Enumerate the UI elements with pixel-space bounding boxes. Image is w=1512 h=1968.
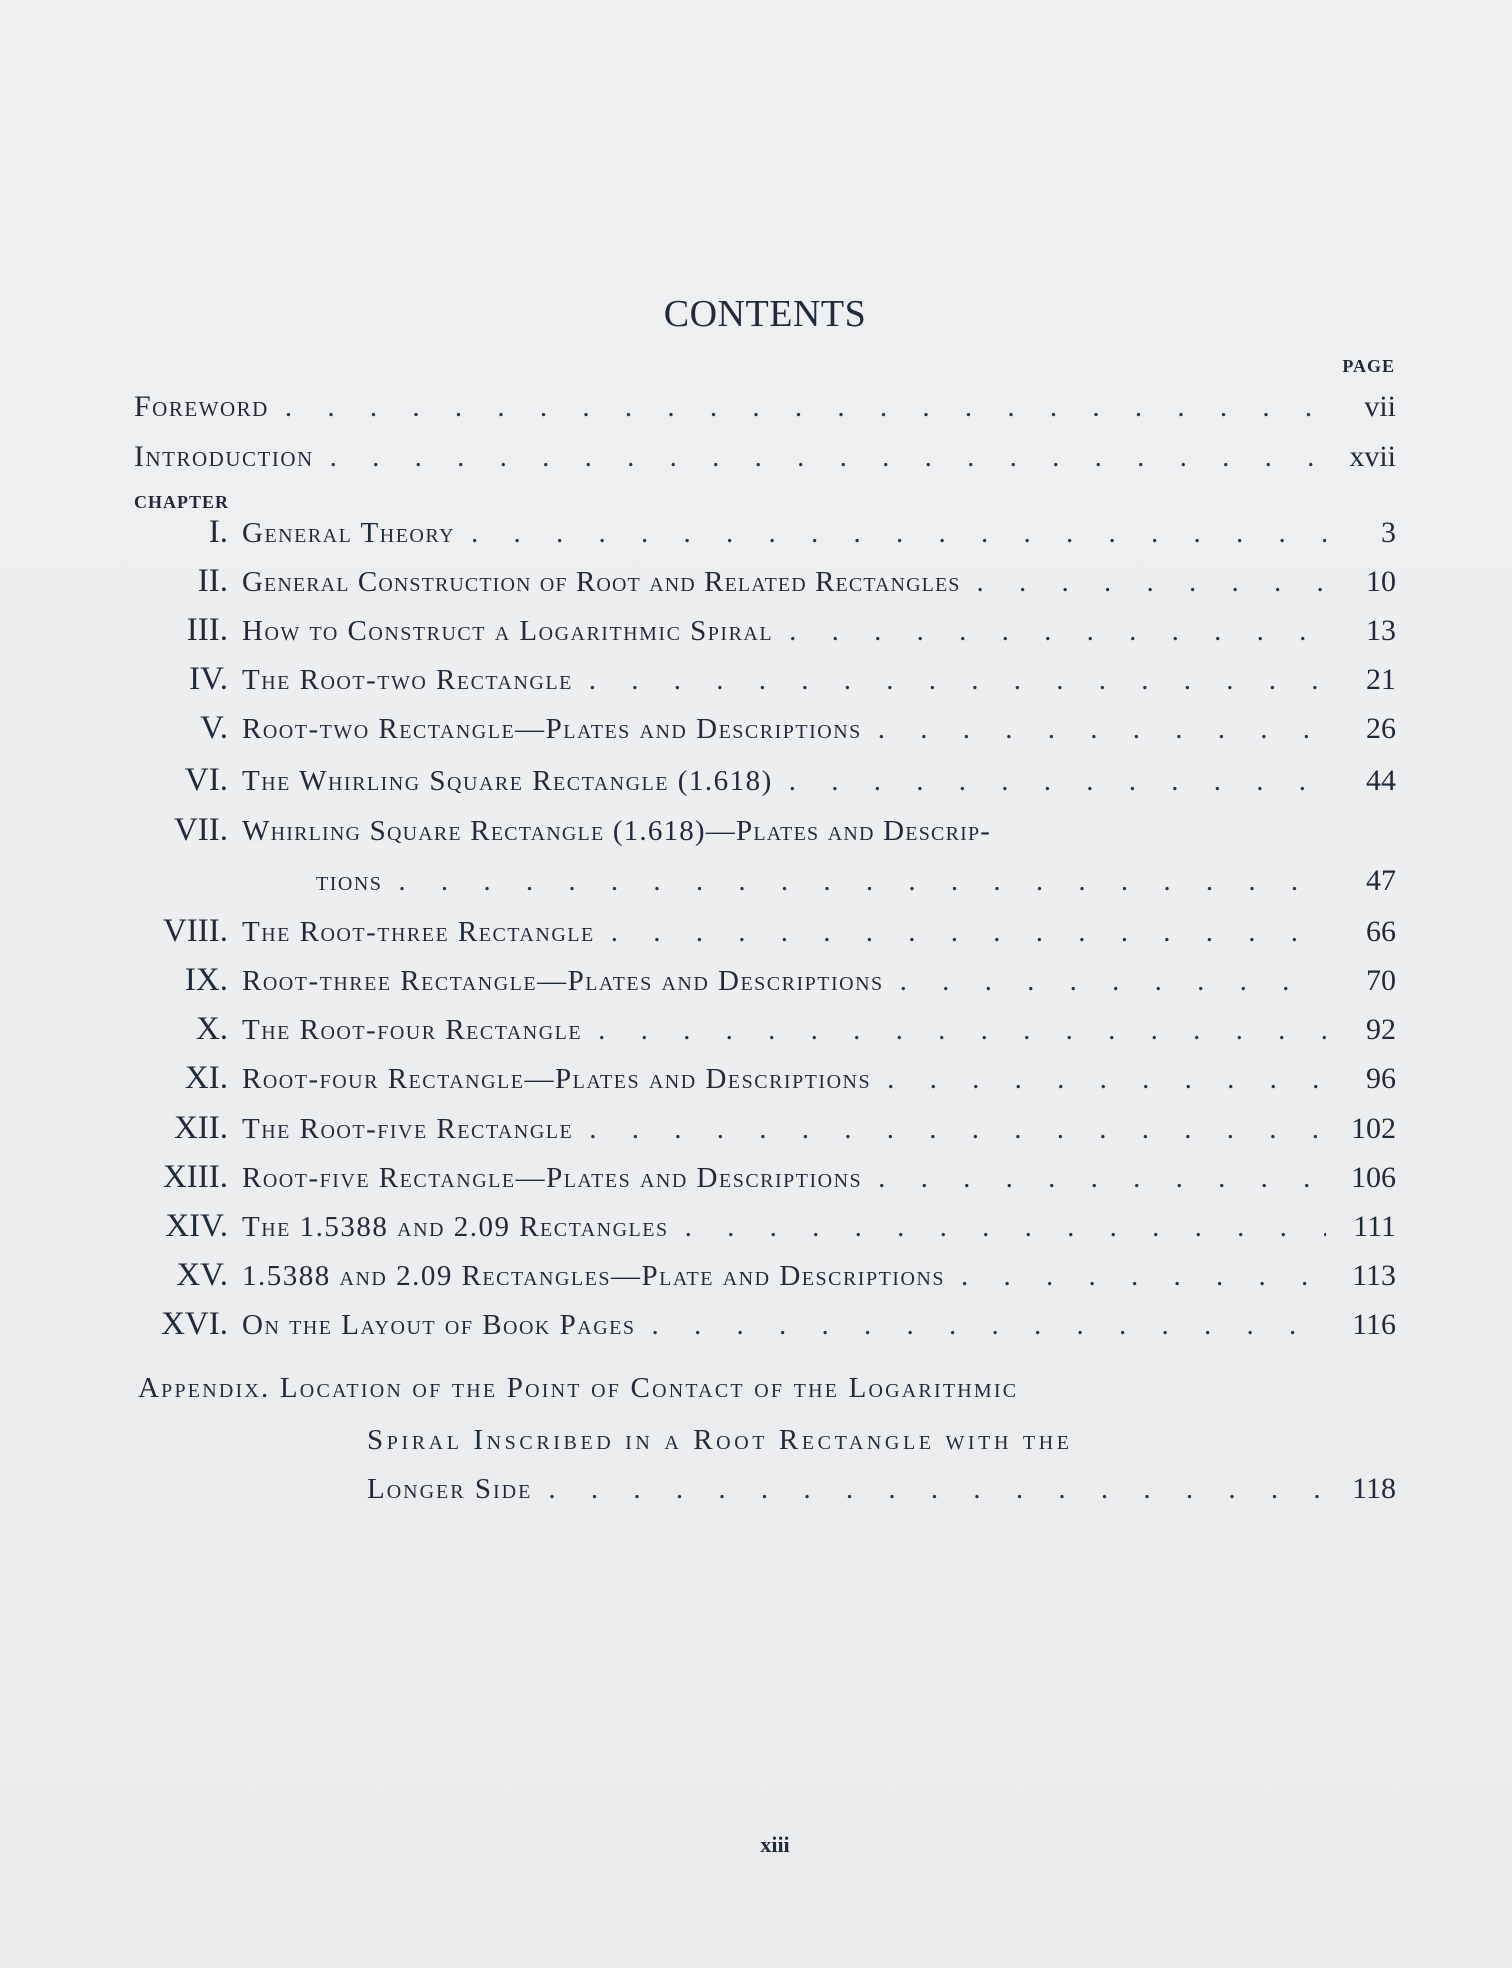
dot-leader (773, 765, 1326, 798)
toc-entry-chapter (134, 1159, 1396, 1203)
toc-entry-page: 92 (1366, 1013, 1396, 1046)
chapter-number: VII. (173, 812, 228, 848)
chapter-number: XIV. (165, 1208, 228, 1244)
dot-leader (669, 1211, 1326, 1244)
chapter-number: I. (208, 514, 228, 550)
dot-leader (269, 391, 1326, 424)
dot-leader (314, 441, 1326, 474)
toc-entry-chapter (134, 762, 1396, 806)
chapter-number: IX. (184, 962, 228, 998)
toc-entry-page: 66 (1366, 915, 1396, 948)
toc-entry-title: Root-three Rectangle—Plates and Descriptions (242, 965, 884, 997)
dot-leader (773, 615, 1326, 648)
toc-entry-page: 47 (1366, 864, 1396, 897)
toc-entry-page: 10 (1366, 565, 1396, 598)
toc-entry-page: 118 (1352, 1472, 1396, 1505)
chapter-number: XIII. (162, 1159, 228, 1195)
chapter-number: IV. (189, 661, 228, 697)
toc-entry-chapter (134, 1060, 1396, 1104)
toc-entry-page: 26 (1366, 712, 1396, 745)
dot-leader (382, 865, 1326, 898)
toc-entry-chapter (134, 1306, 1396, 1350)
toc-entry-title: The Root-five Rectangle (242, 1113, 574, 1145)
toc-entry-page: 21 (1366, 663, 1396, 696)
toc-entry-title: 1.5388 and 2.09 Rectangles—Plate and Descriptions (242, 1260, 945, 1292)
toc-entry-title: Root-two Rectangle—Plates and Descriptions (242, 713, 862, 745)
dot-leader (573, 664, 1326, 697)
toc-entry-chapter (134, 612, 1396, 656)
dot-leader (945, 1260, 1326, 1293)
toc-entry-title: Whirling Square Rectangle (1.618)—Plates and Descrip- (242, 815, 992, 847)
page-title: CONTENTS (663, 293, 867, 335)
toc-entry-chapter (134, 1110, 1396, 1154)
toc-entry-title: The Root-four Rectangle (242, 1014, 583, 1046)
toc-entry-title: Root-five Rectangle—Plates and Descriptions (242, 1162, 863, 1194)
toc-entry-page: xvii (1349, 440, 1396, 473)
toc-entry-chapter (134, 962, 1396, 1006)
toc-entry-title: The 1.5388 and 2.09 Rectangles (242, 1211, 669, 1243)
chapter-number: V. (200, 710, 228, 746)
toc-entry-chapter (134, 661, 1396, 705)
toc-entry-title: The Root-three Rectangle (242, 916, 595, 948)
page-column-label: PAGE (1342, 356, 1395, 376)
dot-leader (582, 1014, 1326, 1047)
dot-leader (532, 1473, 1326, 1506)
appendix-title-line2: Spiral Inscribed in a Root Rectangle with the (367, 1424, 1073, 1456)
toc-entry-chapter (134, 1257, 1396, 1301)
toc-entry-title: The Whirling Square Rectangle (1.618) (242, 765, 773, 797)
toc-entry-chapter (134, 812, 1396, 856)
chapter-column-label: CHAPTER (134, 492, 230, 512)
dot-leader (862, 713, 1326, 746)
toc-entry-page: 111 (1353, 1210, 1396, 1243)
dot-leader (884, 965, 1326, 998)
toc-entry-appendix (367, 1472, 1396, 1516)
toc-entry-page: 102 (1351, 1112, 1396, 1145)
toc-entry-chapter (134, 563, 1396, 607)
dot-leader (871, 1063, 1326, 1096)
toc-entry-title-continued: tions (316, 865, 383, 897)
chapter-number: XI. (184, 1060, 228, 1096)
dot-leader (455, 517, 1326, 550)
chapter-number: III. (186, 612, 228, 648)
chapter-number: VIII. (162, 913, 228, 949)
chapter-number: XV. (176, 1257, 228, 1293)
appendix-title-line3: Longer Side (367, 1473, 533, 1505)
toc-entry-chapter (134, 710, 1396, 754)
toc-entry-page: vii (1364, 390, 1396, 423)
dot-leader (961, 566, 1327, 599)
toc-entry-continuation (134, 864, 1396, 908)
toc-entry-chapter (134, 514, 1396, 558)
toc-entry-page: 116 (1352, 1308, 1396, 1341)
chapter-number: XVI. (161, 1306, 228, 1342)
toc-entry-title: General Construction of Root and Related Rectangles (242, 566, 961, 598)
toc-entry-title: General Theory (242, 517, 456, 549)
dot-leader (635, 1309, 1326, 1342)
toc-entry-title: The Root-two Rectangle (242, 664, 573, 696)
toc-entry-introduction (134, 440, 1396, 484)
toc-entry-page: 96 (1366, 1062, 1396, 1095)
page-number: xiii (760, 1832, 790, 1857)
toc-entry-title: Introduction (134, 440, 314, 473)
toc-entry-title: How to Construct a Logarithmic Spiral (242, 615, 774, 647)
chapter-number: XII. (173, 1110, 228, 1146)
dot-leader (595, 916, 1326, 949)
chapter-number: II. (197, 563, 228, 599)
chapter-number: VI. (184, 762, 228, 798)
toc-entry-title: On the Layout of Book Pages (242, 1309, 636, 1341)
toc-entry-page: 70 (1366, 964, 1396, 997)
toc-entry-chapter (134, 913, 1396, 957)
appendix-title-line1: Appendix. Location of the Point of Contact of the Logarithmic (138, 1372, 1019, 1404)
toc-entry-title: Root-four Rectangle—Plates and Descriptions (242, 1063, 872, 1095)
toc-entry-page: 3 (1381, 516, 1396, 549)
dot-leader (862, 1162, 1326, 1195)
toc-entry-page: 13 (1366, 614, 1396, 647)
toc-entry-chapter (134, 1208, 1396, 1252)
toc-entry-foreword (134, 390, 1396, 434)
toc-entry-page: 113 (1352, 1259, 1396, 1292)
dot-leader (573, 1113, 1326, 1146)
toc-entry-title: Foreword (134, 390, 269, 423)
toc-entry-chapter (134, 1011, 1396, 1055)
chapter-number: X. (195, 1011, 228, 1047)
toc-entry-page: 106 (1351, 1161, 1396, 1194)
toc-entry-page: 44 (1366, 764, 1396, 797)
